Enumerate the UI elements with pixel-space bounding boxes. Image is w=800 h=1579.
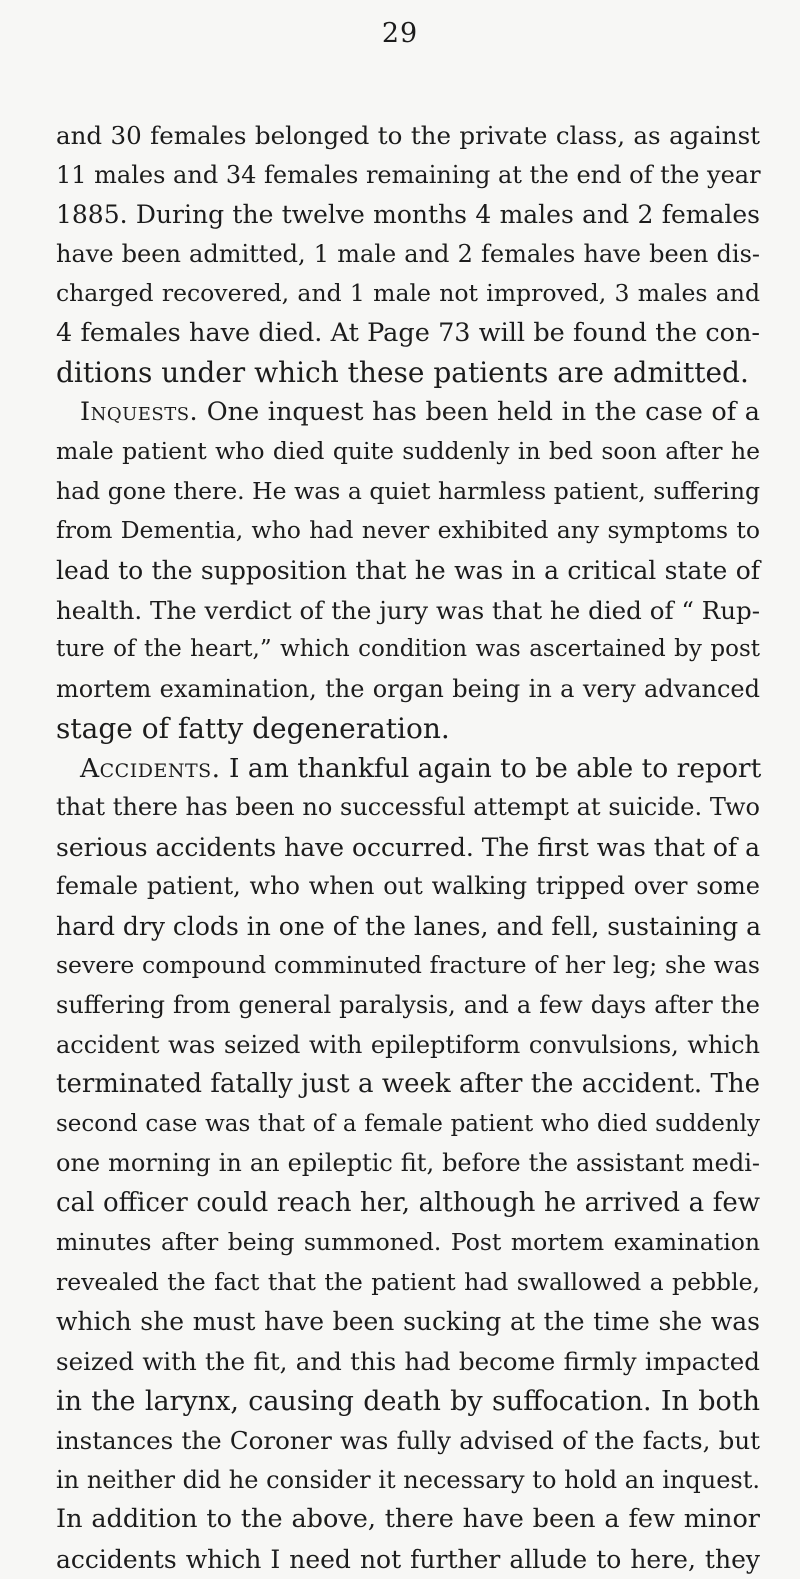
text-line: terminated fatally just a week after the accident. The <box>56 1069 760 1100</box>
text-line: serious accidents have occurred. The first was that of a <box>56 832 760 862</box>
text-line: one morning in an epileptic fit, before the assistant medi- <box>56 1149 760 1178</box>
text-line: minutes after being summoned. Post mortem examination <box>56 1228 760 1257</box>
text-line: from Dementia, who had never exhibited any symptoms to <box>56 516 760 545</box>
text-line: 1885. During the twelve months 4 males and 2 females <box>56 200 760 230</box>
text-line: in the larynx, causing death by suffocation. In both <box>56 1385 760 1417</box>
text-line: ditions under which these patients are admitted. <box>56 356 749 390</box>
text-line: accident was seized with epileptiform convulsions, which <box>56 1030 760 1059</box>
text-line: lead to the supposition that he was in a critical state of <box>56 556 760 586</box>
text-line: severe compound comminuted fracture of her leg; she was <box>56 951 760 980</box>
page-number: 29 <box>381 18 419 49</box>
text-line: cal officer could reach her, although he arrived a few <box>56 1187 760 1218</box>
inquests-first-line-text: One inquest has been held in the case of a <box>206 396 761 427</box>
inquests-heading: Inquests. <box>80 396 199 427</box>
text-line: in neither did he consider it necessary to hold an inquest. <box>56 1465 760 1494</box>
text-line: instances the Coroner was fully advised of the facts, but <box>56 1426 760 1456</box>
text-line: have been admitted, 1 male and 2 females have been dis- <box>56 239 760 268</box>
text-line: 11 males and 34 females remaining at the end of the year <box>56 160 761 189</box>
text-line: second case was that of a female patient who died suddenly <box>56 1110 760 1137</box>
text-line: which she must have been sucking at the time she was <box>56 1307 760 1337</box>
text-line: and 30 females belonged to the private class, as against <box>56 121 760 150</box>
inquests-first-line <box>56 393 760 433</box>
text-line: health. The verdict of the jury was that he died of “ Rup- <box>56 595 760 625</box>
accidents-first-line-text: I am thankful again to be able to report <box>229 752 762 784</box>
text-line: female patient, who when out walking tripped over some <box>56 872 760 901</box>
text-line: In addition to the above, there have been a few minor <box>56 1504 760 1535</box>
text-line: suffering from general paralysis, and a few days after the <box>56 991 760 1020</box>
text-line: male patient who died quite suddenly in bed soon after he <box>56 437 760 466</box>
text-line: that there has been no successful attempt at suicide. Two <box>56 793 760 822</box>
body-text <box>56 116 760 1579</box>
text-line: 4 females have died. At Page 73 will be found the con- <box>56 317 760 348</box>
text-line: had gone there. He was a quiet harmless patient, suffering <box>56 476 760 505</box>
text-line: hard dry clods in one of the lanes, and fell, sustaining a <box>56 911 762 941</box>
text-line: charged recovered, and 1 male not improved, 3 males and <box>56 279 760 308</box>
text-line: seized with the fit, and this had become firmly impacted <box>56 1346 760 1376</box>
text-line: mortem examination, the organ being in a very advanced <box>56 674 760 703</box>
accidents-heading: Accidents. <box>80 752 221 784</box>
text-line: stage of fatty degeneration. <box>56 712 450 746</box>
text-line: ture of the heart,” which condition was ascertained by post <box>56 636 760 663</box>
accidents-first-line <box>56 749 760 789</box>
text-line: revealed the fact that the patient had swallowed a pebble, <box>56 1267 760 1296</box>
text-line: accidents which I need not further allude to here, they <box>56 1544 760 1574</box>
